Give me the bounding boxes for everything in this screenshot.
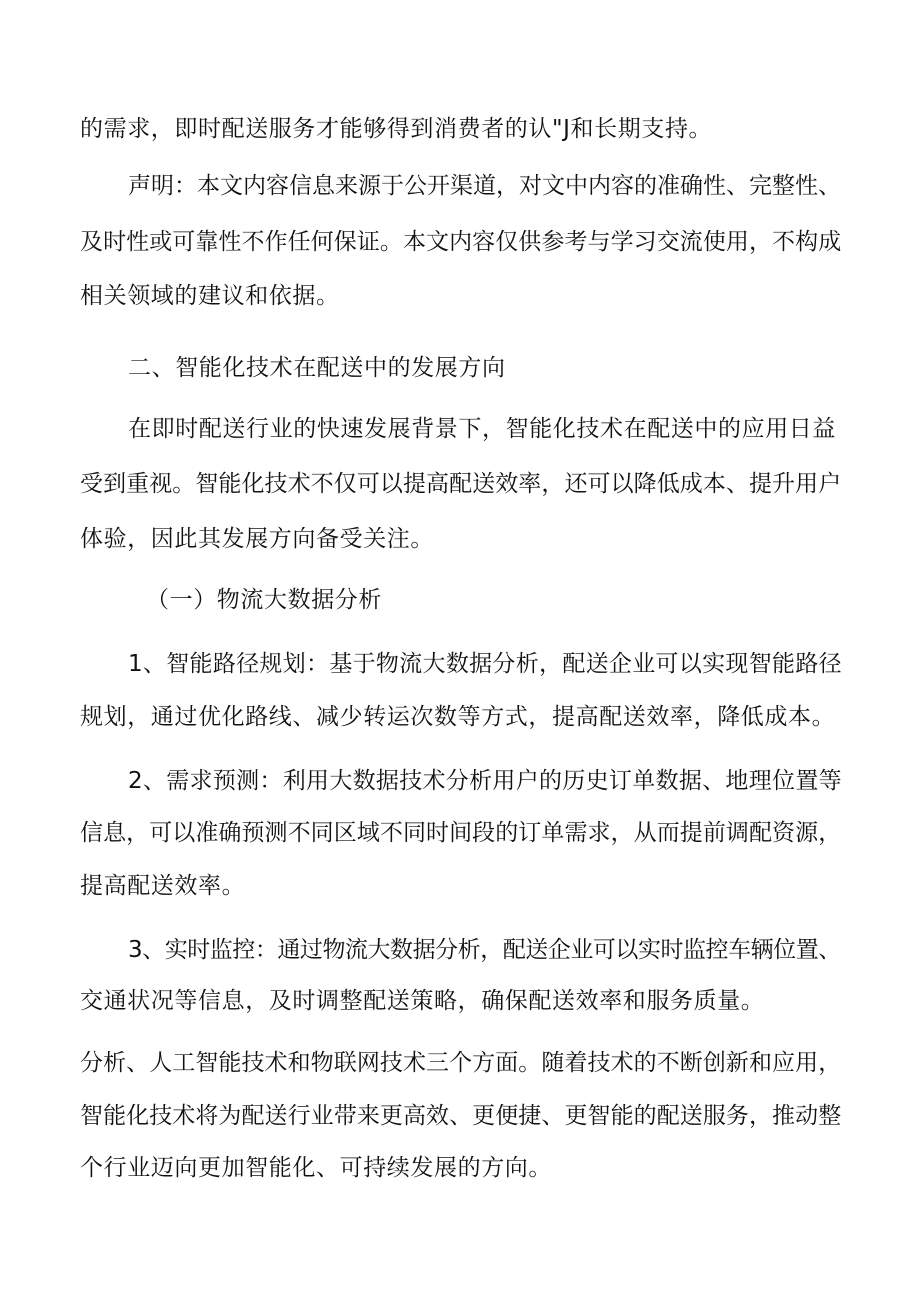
section-intro-line-3: 体验，因此其发展方向备受关注。 bbox=[80, 526, 434, 552]
item-1-line-1: 1、智能路径规划：基于物流大数据分析，配送企业可以实现智能路径 bbox=[128, 651, 842, 677]
conclusion-line-1: 分析、人工智能技术和物联网技术三个方面。随着技术的不断创新和应用， bbox=[80, 1050, 842, 1076]
disclaimer-line-1: 声明：本文内容信息来源于公开渠道，对文中内容的准确性、完整性、 bbox=[128, 173, 841, 199]
section-intro-line-2: 受到重视。智能化技术不仅可以提高配送效率，还可以降低成本、提升用户 bbox=[80, 471, 842, 497]
disclaimer-line-3: 相关领域的建议和依据。 bbox=[80, 283, 340, 309]
item-3-line-2: 交通状况等信息，及时调整配送策略，确保配送效率和服务质量。 bbox=[80, 988, 765, 1014]
subsection-heading: （一）物流大数据分析 bbox=[146, 587, 382, 613]
continuation-line-1: 的需求，即时配送服务才能够得到消费者的认"J和长期支持。 bbox=[80, 116, 713, 142]
section-intro-line-1: 在即时配送行业的快速发展背景下，智能化技术在配送中的应用日益 bbox=[128, 416, 836, 442]
item-2-line-2: 信息，可以准确预测不同区域不同时间段的订单需求，从而提前调配资源， bbox=[80, 820, 842, 846]
item-2-line-1: 2、需求预测：利用大数据技术分析用户的历史订单数据、地理位置等 bbox=[128, 768, 842, 794]
conclusion-line-3: 个行业迈向更加智能化、可持续发展的方向。 bbox=[80, 1155, 552, 1181]
item-2-line-3: 提高配送效率。 bbox=[80, 873, 246, 899]
item-1-line-2: 规划，通过优化路线、减少转运次数等方式，提高配送效率，降低成本。 bbox=[80, 704, 836, 730]
section-heading: 二、智能化技术在配送中的发展方向 bbox=[128, 355, 506, 381]
conclusion-line-2: 智能化技术将为配送行业带来更高效、更便捷、更智能的配送服务，推动整 bbox=[80, 1103, 842, 1129]
disclaimer-line-2: 及时性或可靠性不作任何保证。本文内容仅供参考与学习交流使用，不构成 bbox=[80, 229, 842, 255]
item-3-line-1: 3、实时监控：通过物流大数据分析，配送企业可以实时监控车辆位置、 bbox=[128, 937, 841, 963]
